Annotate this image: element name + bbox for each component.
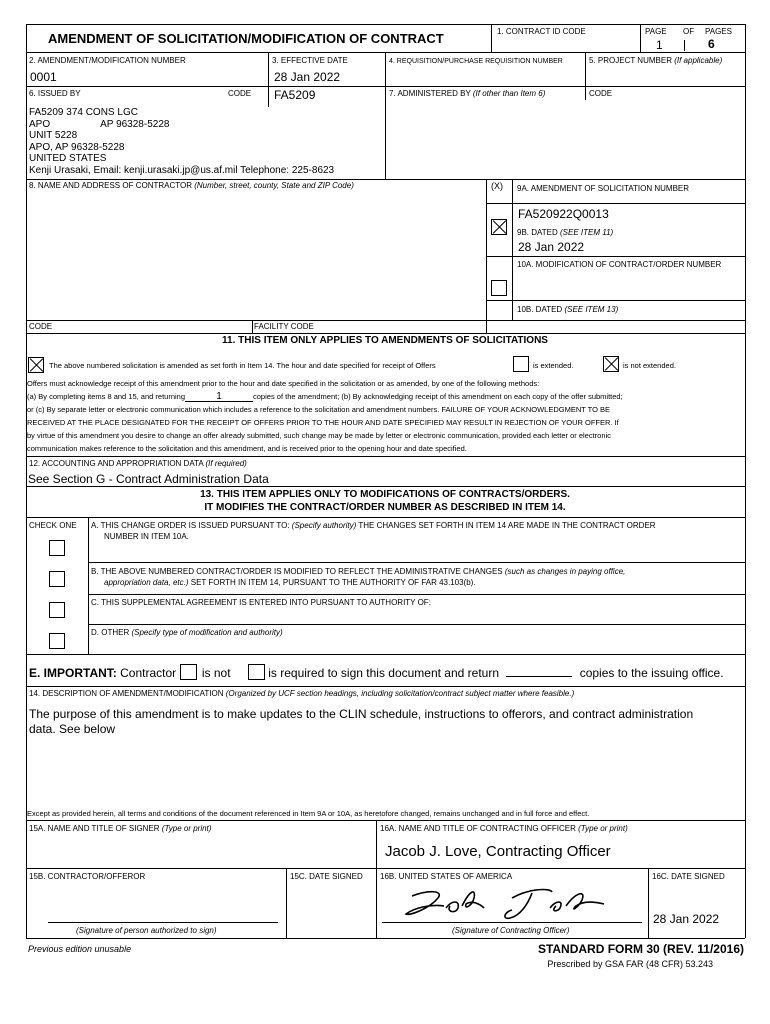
dated-9b-label: 9B. DATED (SEE ITEM 11) bbox=[517, 228, 614, 237]
of-label: OF bbox=[683, 27, 695, 36]
signature-officer-caption: (Signature of Contracting Officer) bbox=[452, 926, 570, 935]
administered-by-label: 7. ADMINISTERED BY (If other than Item 6) bbox=[389, 89, 546, 98]
item13-option-c: C. THIS SUPPLEMENTAL AGREEMENT IS ENTERED INTO PURSUANT TO AUTHORITY OF: bbox=[91, 598, 431, 607]
important-row: E. IMPORTANT: Contractor is not is required to sign this document and return copies to the issuing office. bbox=[29, 666, 724, 680]
amend-solicitation-value[interactable]: FA520922Q0013 bbox=[518, 207, 609, 221]
item13-option-b: B. THE ABOVE NUMBERED CONTRACT/ORDER IS MODIFIED TO REFLECT THE ADMINISTRATIVE CHANGES (such as changes in paying office, appropriation data, etc.) SET FORTH IN ITEM 14, PURSUANT TO THE AUTHORITY OF FAR 43.103(b). bbox=[91, 567, 626, 587]
form-name: STANDARD FORM 30 (REV. 11/2016) bbox=[537, 942, 744, 956]
date-signed-16c-label: 16C. DATE SIGNED bbox=[652, 872, 725, 881]
date-16c-value[interactable]: 28 Jan 2022 bbox=[653, 912, 720, 926]
option-c-checkbox[interactable] bbox=[49, 602, 65, 618]
issuer-address: FA5209 374 CONS LGC APO AP 96328-5228 UNIT 5228 APO, AP 96328-5228 UNITED STATES Kenji Urasaki, Email: kenji.urasaki.jp@us.af.mil Telephone: 225-8623 bbox=[29, 107, 335, 176]
contract-id-label: 1. CONTRACT ID CODE bbox=[497, 27, 586, 36]
usa-label: 16B. UNITED STATES OF AMERICA bbox=[380, 872, 513, 881]
amendment-number-label: 2. AMENDMENT/MODIFICATION NUMBER bbox=[29, 56, 186, 65]
officer-name-value[interactable]: Jacob J. Love, Contracting Officer bbox=[385, 843, 611, 860]
contractor-code-label: CODE bbox=[29, 322, 53, 331]
contract-mod-checkbox[interactable] bbox=[491, 280, 507, 296]
item11-sentence: The above numbered solicitation is amended as set forth in Item 14. The hour and date specified for receipt of Offers bbox=[49, 361, 436, 370]
check-one-label: CHECK ONE bbox=[29, 521, 77, 530]
issued-by-code-label: CODE bbox=[228, 89, 252, 98]
accounting-data-label: 12. ACCOUNTING AND APPROPRIATION DATA (If required) bbox=[29, 459, 247, 468]
is-extended-checkbox[interactable] bbox=[513, 356, 529, 372]
is-required-checkbox[interactable] bbox=[248, 664, 265, 680]
issued-by-label: 6. ISSUED BY bbox=[29, 89, 81, 98]
contractor-name-label: 8. NAME AND ADDRESS OF CONTRACTOR (Number, street, county, State and ZIP Code) bbox=[29, 181, 354, 190]
is-extended-label: is extended. bbox=[533, 361, 574, 370]
mod-10a-label: 10A. MODIFICATION OF CONTRACT/ORDER NUMBER bbox=[517, 260, 722, 269]
pages-label: PAGES bbox=[705, 27, 732, 36]
pages-total: 6 bbox=[708, 37, 715, 51]
description-label: 14. DESCRIPTION OF AMENDMENT/MODIFICATION (Organized by UCF section headings, including solicitation/contract subject matter where feasible.) bbox=[29, 689, 575, 698]
amend-solicitation-label: 9A. AMENDMENT OF SOLICITATION NUMBER bbox=[517, 184, 690, 193]
is-not-checkbox[interactable] bbox=[180, 664, 197, 680]
contractor-offeror-label: 15B. CONTRACTOR/OFFEROR bbox=[29, 872, 146, 881]
option-a-checkbox[interactable] bbox=[49, 540, 65, 556]
effective-date-label: 3. EFFECTIVE DATE bbox=[272, 56, 348, 65]
effective-date-value[interactable]: 28 Jan 2022 bbox=[274, 70, 341, 84]
officer-name-label: 16A. NAME AND TITLE OF CONTRACTING OFFICER (Type or print) bbox=[380, 824, 628, 833]
solicitation-amend-checkbox[interactable] bbox=[491, 219, 507, 235]
except-statement: Except as provided herein, all terms and conditions of the document referenced in Item 9A or 10A, as heretofore changed, remains unchanged and in full force and effect. bbox=[27, 809, 590, 818]
form-title: AMENDMENT OF SOLICITATION/MODIFICATION OF CONTRACT bbox=[48, 31, 444, 46]
x-column-label: (X) bbox=[491, 181, 503, 191]
item13-heading: 13. THIS ITEM APPLIES ONLY TO MODIFICATIONS OF CONTRACTS/ORDERS. IT MODIFIES THE CONTRACT/ORDER NUMBER AS DESCRIBED IN ITEM 14. bbox=[200, 489, 570, 513]
requisition-number-label: 4. REQUISITION/PURCHASE REQUISITION NUMBER bbox=[389, 58, 563, 65]
signature-person-caption: (Signature of person authorized to sign) bbox=[76, 926, 217, 935]
item11-paragraph: Offers must acknowledge receipt of this amendment prior to the hour and date specified in the solicitation or as amended, by one of the following methods: (a) By completing items 8 and 15, and returning 1 copies of the amendment; (b) By acknowledging receipt of this amendment on each copy of the offer submitted; or (c) By separate letter or electronic communication which includes a reference to the solicitation and amendment numbers. FAILURE OF YOUR ACKNOWLEDGMENT TO BE RECEIVED AT THE PLACE DESIGNATED FOR THE RECEIPT OF OFFERS PRIOR TO THE HOUR AND DATE SPECIFIED MAY RESULT IN REJECTION OF YOUR OFFER. If by virtue of this amendment you desire to change an offer already submitted, such change may be made by letter or electronic communication, provided each letter or electronic communication makes reference to the solicitation and this amendment, and is received prior to the opening hour and date specified. bbox=[27, 379, 623, 453]
project-number-label: 5. PROJECT NUMBER (If applicable) bbox=[589, 56, 723, 65]
officer-signature bbox=[400, 884, 610, 924]
prescribed-by: Prescribed by GSA FAR (48 CFR) 53.243 bbox=[547, 959, 713, 969]
page-label: PAGE bbox=[645, 27, 667, 36]
administered-code-label: CODE bbox=[589, 89, 613, 98]
not-extended-checkbox[interactable] bbox=[603, 356, 619, 372]
description-text[interactable]: The purpose of this amendment is to make updates to the CLIN schedule, instructions to offerors, and contract administration data. See below bbox=[29, 707, 694, 736]
page-number: 1 bbox=[656, 38, 663, 52]
dated-10b-label: 10B. DATED (SEE ITEM 13) bbox=[517, 305, 619, 314]
copies-field[interactable]: 1 bbox=[185, 392, 253, 402]
item13-option-d: D. OTHER (Specify type of modification and authority) bbox=[91, 628, 283, 637]
not-extended-label: is not extended. bbox=[623, 361, 676, 370]
item11-heading: 11. THIS ITEM ONLY APPLIES TO AMENDMENTS OF SOLICITATIONS bbox=[222, 335, 548, 346]
facility-code-label: FACILITY CODE bbox=[254, 322, 314, 331]
option-d-checkbox[interactable] bbox=[49, 633, 65, 649]
previous-edition-note: Previous edition unusable bbox=[28, 944, 132, 954]
date-signed-15c-label: 15C. DATE SIGNED bbox=[290, 872, 363, 881]
accounting-data-value[interactable]: See Section G - Contract Administration Data bbox=[28, 472, 269, 486]
copies-return-field[interactable] bbox=[506, 667, 572, 677]
item11-amended-checkbox[interactable] bbox=[28, 357, 44, 373]
signer-name-label: 15A. NAME AND TITLE OF SIGNER (Type or print) bbox=[29, 824, 212, 833]
option-b-checkbox[interactable] bbox=[49, 571, 65, 587]
amendment-number-value[interactable]: 0001 bbox=[30, 70, 57, 84]
issued-by-code-value[interactable]: FA5209 bbox=[274, 88, 316, 102]
dated-9b-value[interactable]: 28 Jan 2022 bbox=[518, 240, 585, 254]
item13-option-a: A. THIS CHANGE ORDER IS ISSUED PURSUANT TO: (Specify authority) THE CHANGES SET FORTH IN ITEM 14 ARE MADE IN THE CONTRACT ORDER NUMBER IN ITEM 10A. bbox=[91, 521, 656, 541]
